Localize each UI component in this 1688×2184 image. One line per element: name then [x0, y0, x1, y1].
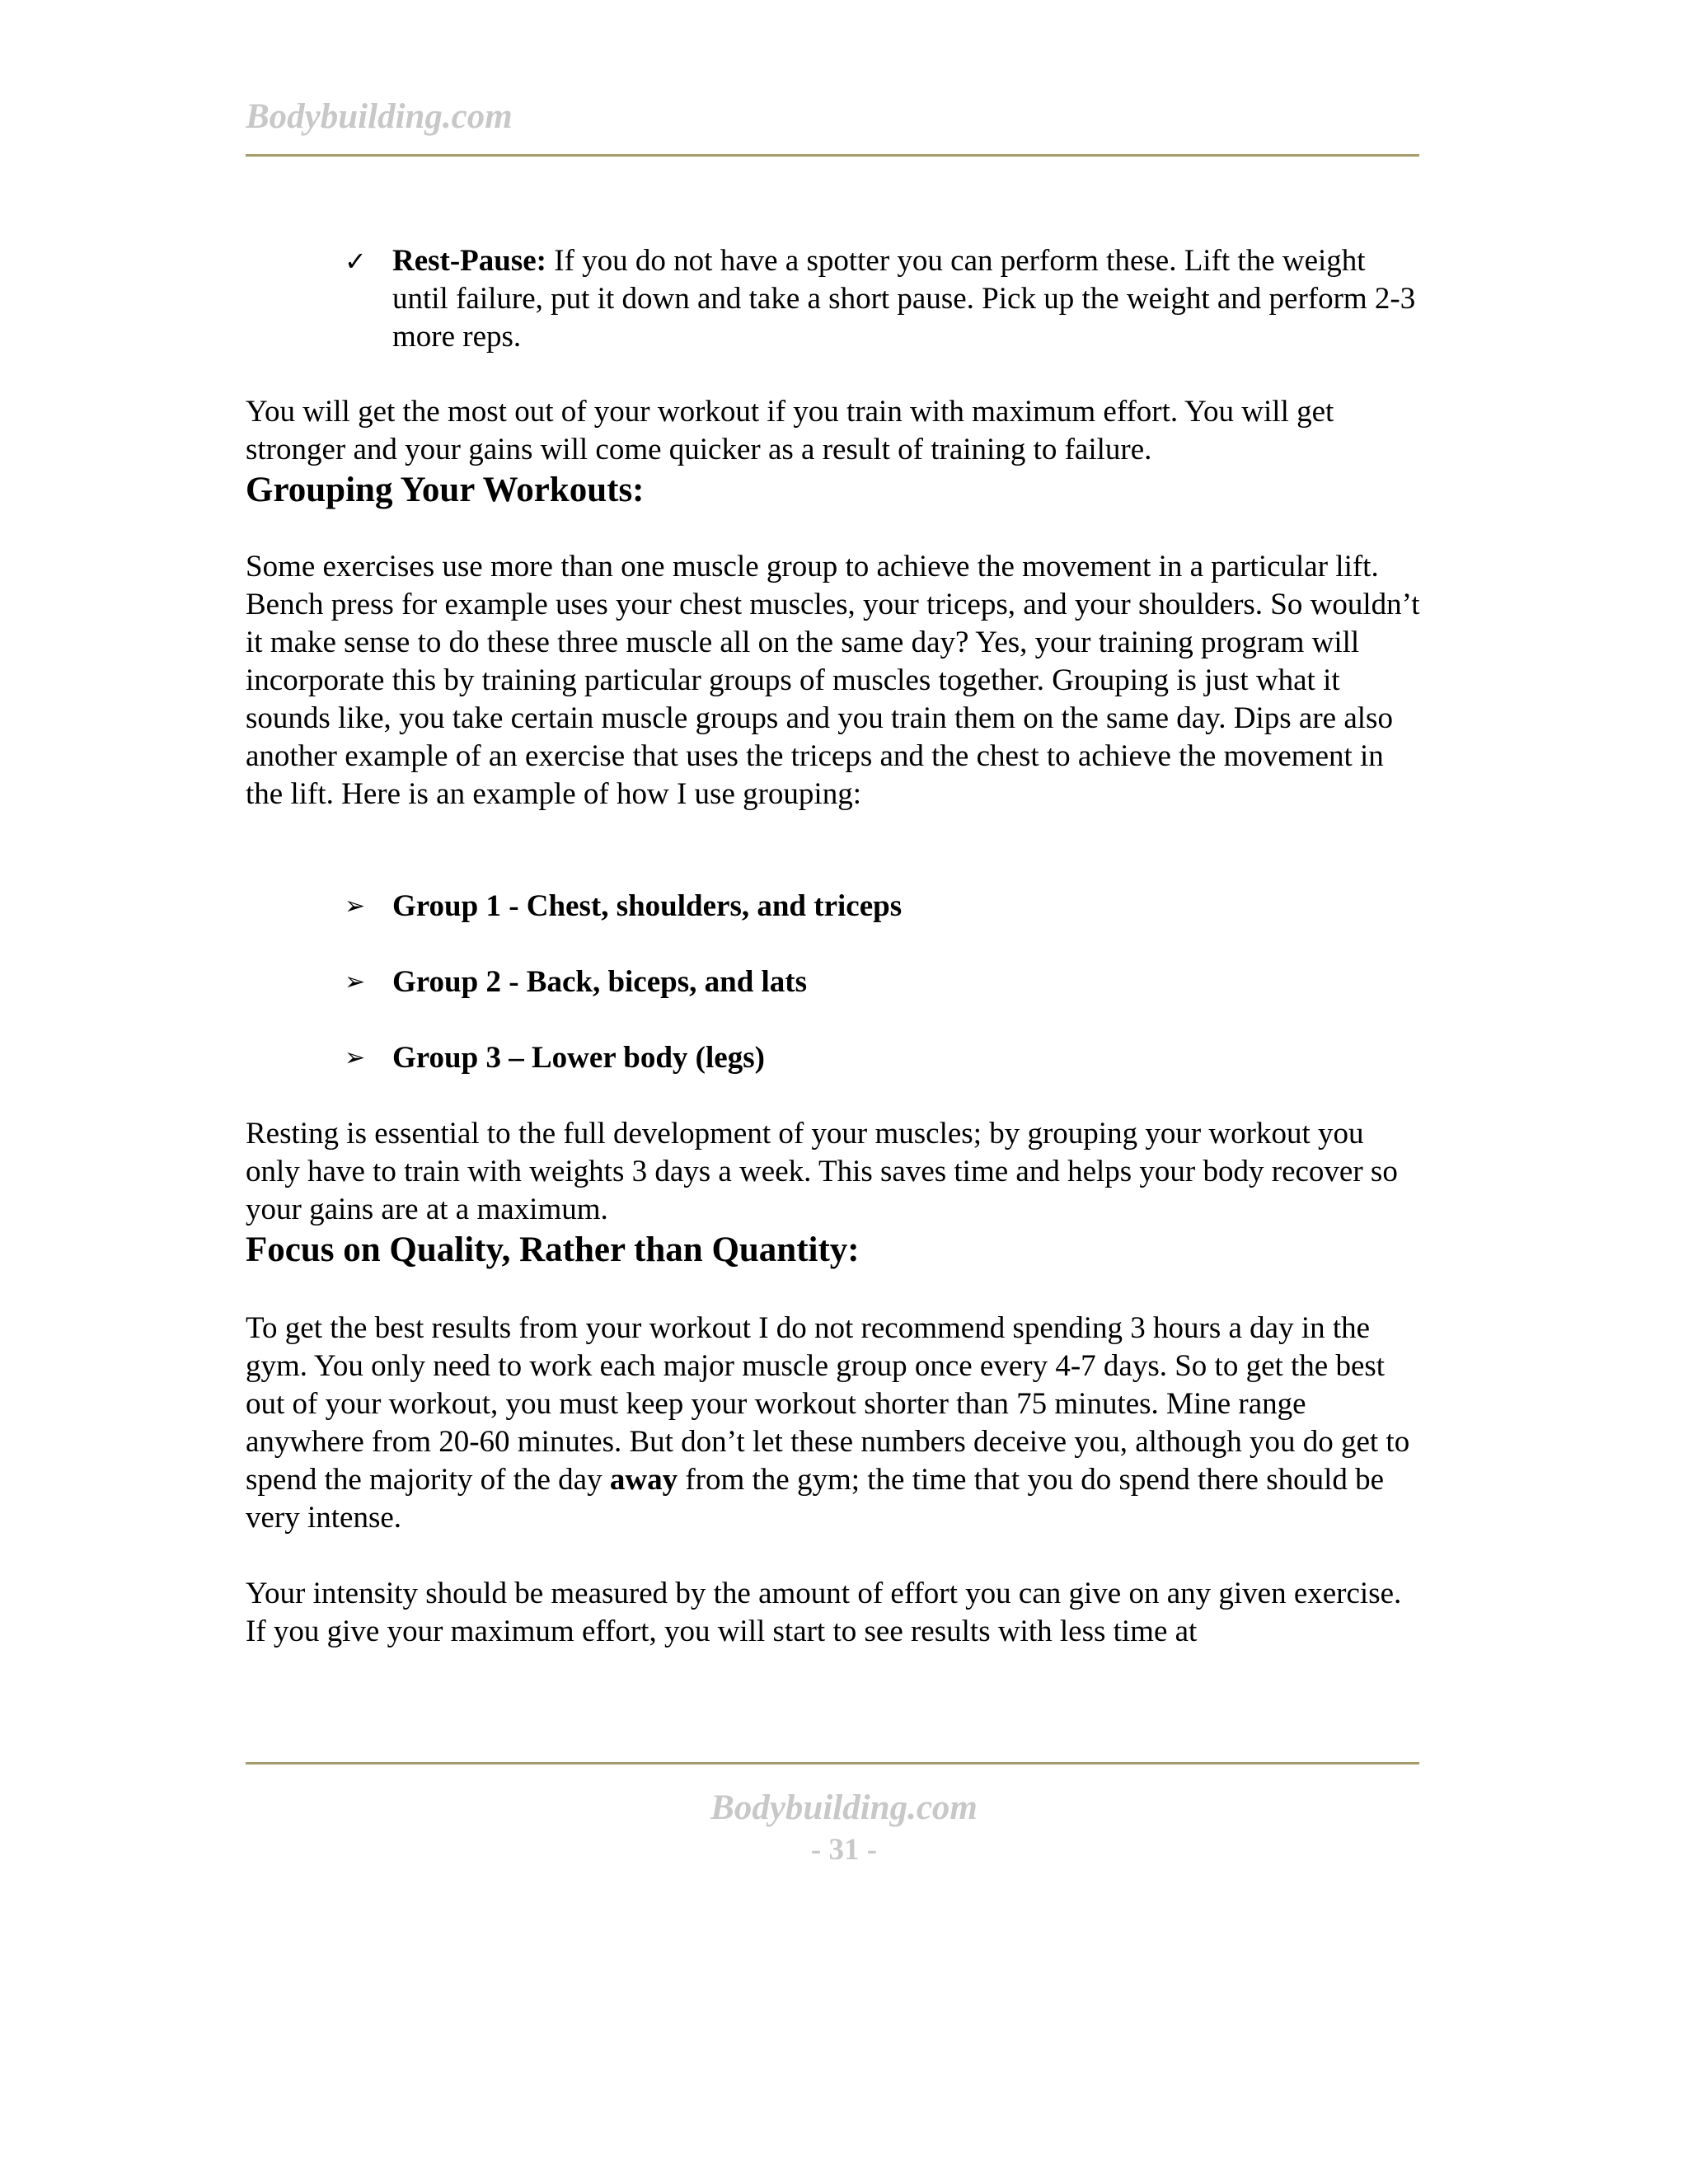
focus-bold-word: away	[609, 1463, 678, 1497]
focus-text-before: To get the best results from your workout I do not recommend spending 3 hours a day in the gym. You only need to work each major muscle group once every 4-7 days. So to get the best out of your workout, you must keep your workout shorter than 75 minutes. Mine range anywhere from 20-60 minutes. But don’t let these numbers deceive you, although you do get to spend the majority of the day	[246, 1311, 1410, 1497]
rest-pause-item	[246, 242, 1424, 356]
group-label: Group 1 - Chest, shoulders, and triceps	[392, 889, 903, 923]
header-title: Bodybuilding.com	[246, 97, 513, 136]
list-item-group-3	[246, 1039, 1424, 1077]
focus-heading: Focus on Quality, Rather than Quantity:	[246, 1230, 860, 1269]
rest-pause-text: If you do not have a spotter you can perform these. Lift the weight until failure, put it down and take a short pause. Pick up the weight and perform 2-3 more reps.	[392, 244, 1416, 354]
checkmark-icon: ✓	[345, 246, 367, 277]
header-rule	[246, 154, 1419, 157]
group-list	[246, 888, 1424, 1077]
focus-paragraph	[246, 1310, 1424, 1537]
page-content	[246, 242, 1424, 1651]
arrow-bullet-icon: ➢	[345, 892, 366, 921]
grouping-heading: Grouping Your Workouts:	[246, 471, 645, 509]
arrow-bullet-icon: ➢	[345, 1043, 366, 1072]
max-effort-paragraph: You will get the most out of your workout if you train with maximum effort. You will get stronger and your gains will come quicker as a result of training to failure.	[246, 395, 1334, 466]
rest-pause-term: Rest-Pause:	[392, 244, 547, 278]
list-item-group-2	[246, 963, 1424, 1001]
grouping-paragraph: Some exercises use more than one muscle group to achieve the movement in a particular lift. Bench press for example uses your chest muscles, your triceps, and your shoulders. So wouldn’t it make sense to do these three muscle all on the same day? Yes, your training program will incorporate this by training particular groups of muscles together. Grouping is just what it sounds like, you take certain muscle groups and you train them on the same day. Dips are also another example of an exercise that uses the triceps and the chest to achieve the movement in the lift. Here is an example of how I use grouping:	[246, 550, 1420, 811]
list-item-group-1	[246, 888, 1424, 926]
footer-rule	[246, 1762, 1419, 1765]
intensity-paragraph: Your intensity should be measured by the amount of effort you can give on any given exercise. If you give your maximum effort, you will start to see results with less time at	[246, 1577, 1402, 1648]
page-number: - 31 -	[810, 1833, 878, 1867]
group-label: Group 3 – Lower body (legs)	[392, 1041, 765, 1075]
resting-paragraph: Resting is essential to the full development of your muscles; by grouping your workout you only have to train with weights 3 days a week. This saves time and helps your body recover so your gains are at a maximum.	[246, 1117, 1398, 1226]
group-label: Group 2 - Back, biceps, and lats	[392, 965, 808, 999]
focus-text-after: from the gym; the time that you do spend there should be very intense.	[246, 1463, 1385, 1535]
arrow-bullet-icon: ➢	[345, 968, 366, 996]
footer-title: Bodybuilding.com	[710, 1788, 978, 1827]
